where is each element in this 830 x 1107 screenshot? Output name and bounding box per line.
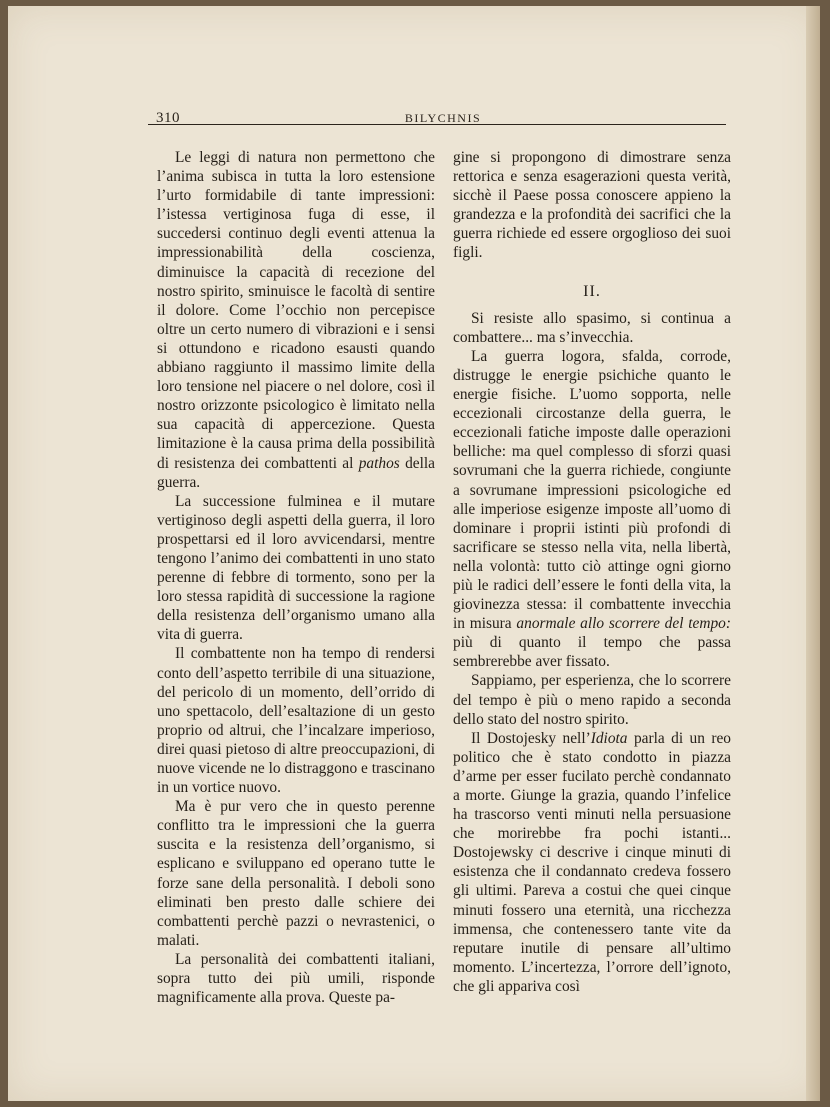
paragraph xyxy=(157,148,435,492)
paragraph-text: parla di un reo politico che è stato condotto in piazza d’arme per esser fucilato perchè condannato a morte. Giunge la grazia, quando l’infelice ha trascorso venti minuti nella persuasione che morirebbe fra pochi istanti... Dostojewsky ci descrive i cinque minuti di esistenza che il condannato credeva fossero gli ultimi. Pareva a costui che quei cinque minuti fossero una eternità, una ricchezza immensa, che contenessero tante vite da reputare inutile di pensare all’ultimo momento. L’incertezza, l’orrore dell’ignoto, che gli appariva così xyxy=(453,729,731,995)
italic-title: Idiota xyxy=(590,729,628,747)
paragraph: Il combattente non ha tempo di rendersi conto dell’aspetto terribile di una situazione, del pericolo di un momento, dell’orrido di uno spettacolo, dell’esaltazione di un gesto proprio od altrui, che l’incalzare imperioso, direi quasi pietoso di altre preoccupazioni, di nuove vicende ne lo distraggono e trascinano in un vortice nuovo. xyxy=(157,645,435,797)
running-title: BILYCHNIS xyxy=(404,111,482,125)
paragraph-text: della guerra. xyxy=(157,454,435,491)
page-edge xyxy=(806,6,820,1101)
paragraph: Si resiste allo spasimo, si continua a combattere... ma s’invecchia. xyxy=(453,309,731,346)
paragraph-text: più di quanto il tempo che passa sembrerebbe aver fissato. xyxy=(453,634,731,671)
paragraph xyxy=(453,729,731,996)
paragraph: gine si propongono di dimostrare senza rettorica e senza esagerazioni questa verità, sicchè il Paese possa conoscere appieno la grandezza e la profondità dei sacrifici che la guerra richiede ed essere orgoglioso dei suoi figli. xyxy=(453,149,731,262)
paragraph-text: La guerra logora, sfalda, corrode, distrugge le energie psichiche quanto le energie fisiche. L’uomo sopporta, nelle eccezionali circostanze della guerra, le eccezionali fatiche imposte dalle operazioni belliche: ma quel complesso di sforzi quasi sovrumani che la guerra richiede, congiunte a sovrumane impressioni psicologiche ed alle imperiose esigenze imposte all’uomo di dominare i proprii istinti più profondi di sacrificare se stesso nella vita, nella libertà, nella volontà: tutto ciò attinge ogni giorno più le radici dell’essere le fonti della vita, la giovinezza stessa: il combattente invecchia in misura xyxy=(453,347,731,633)
page-header xyxy=(156,110,730,130)
paragraph: La successione fulminea e il mutare vertiginoso degli aspetti della guerra, il loro prospettarsi ed il loro avvicendarsi, mentre tengono l’animo dei combattenti in uno stato perenne di febbre di tormento, sono per la loro stessa rapidità di successione la ragione della resistenza dell’organismo umano alla vita di guerra. xyxy=(157,492,435,644)
paragraph: Ma è pur vero che in questo perenne conflitto tra le impressioni che la guerra suscita e la resistenza dell’organismo, si esplicano e sviluppano ed operano tutte le forze sane della personalità. I deboli sono eliminati ben presto dalle schiere dei combattenti perchè pazzi o nevrastenici, o malati. xyxy=(157,798,435,949)
italic-term: pathos xyxy=(358,454,400,472)
page-number: 310 xyxy=(156,110,180,126)
header-rule xyxy=(148,124,726,125)
paragraph: La personalità dei combattenti italiani, sopra tutto dei più umili, risponde magnificamente alla prova. Queste pa- xyxy=(157,950,435,1007)
paragraph-text: Le leggi di natura non permettono che l’anima subisca in tutta la loro estensione l’urto formidabile di tante impressioni: l’istessa vertiginosa fuga di esse, il succedersi continuo degli eventi attenua la impressionabilità della coscienza, diminuisce la capacità di recezione del nostro spirito, sminuisce le facoltà di sentire il dolore. Come l’occhio non percepisce oltre un certo numero di vibrazioni e i sensi si ottundono e ricadono esausti quando abbiano raggiunto il massimo limite della loro tensione nel piacere o nel dolore, così il nostro orizzonte psicologico è limitato nella sua capacità di appercezione. Questa limitazione è la causa prima della possibilità di resistenza dei combattenti al xyxy=(157,149,435,472)
paragraph xyxy=(453,347,731,672)
paragraph: Sappiamo, per esperienza, che lo scorrere del tempo è più o meno rapido a seconda dello stato del nostro spirito. xyxy=(453,672,731,728)
right-column xyxy=(453,148,731,996)
section-heading: II. xyxy=(583,282,601,300)
italic-phrase: anormale allo scorrere del tempo: xyxy=(516,615,731,633)
left-column xyxy=(157,148,435,1007)
paragraph-text: Il Dostojesky nell’ xyxy=(471,729,591,747)
